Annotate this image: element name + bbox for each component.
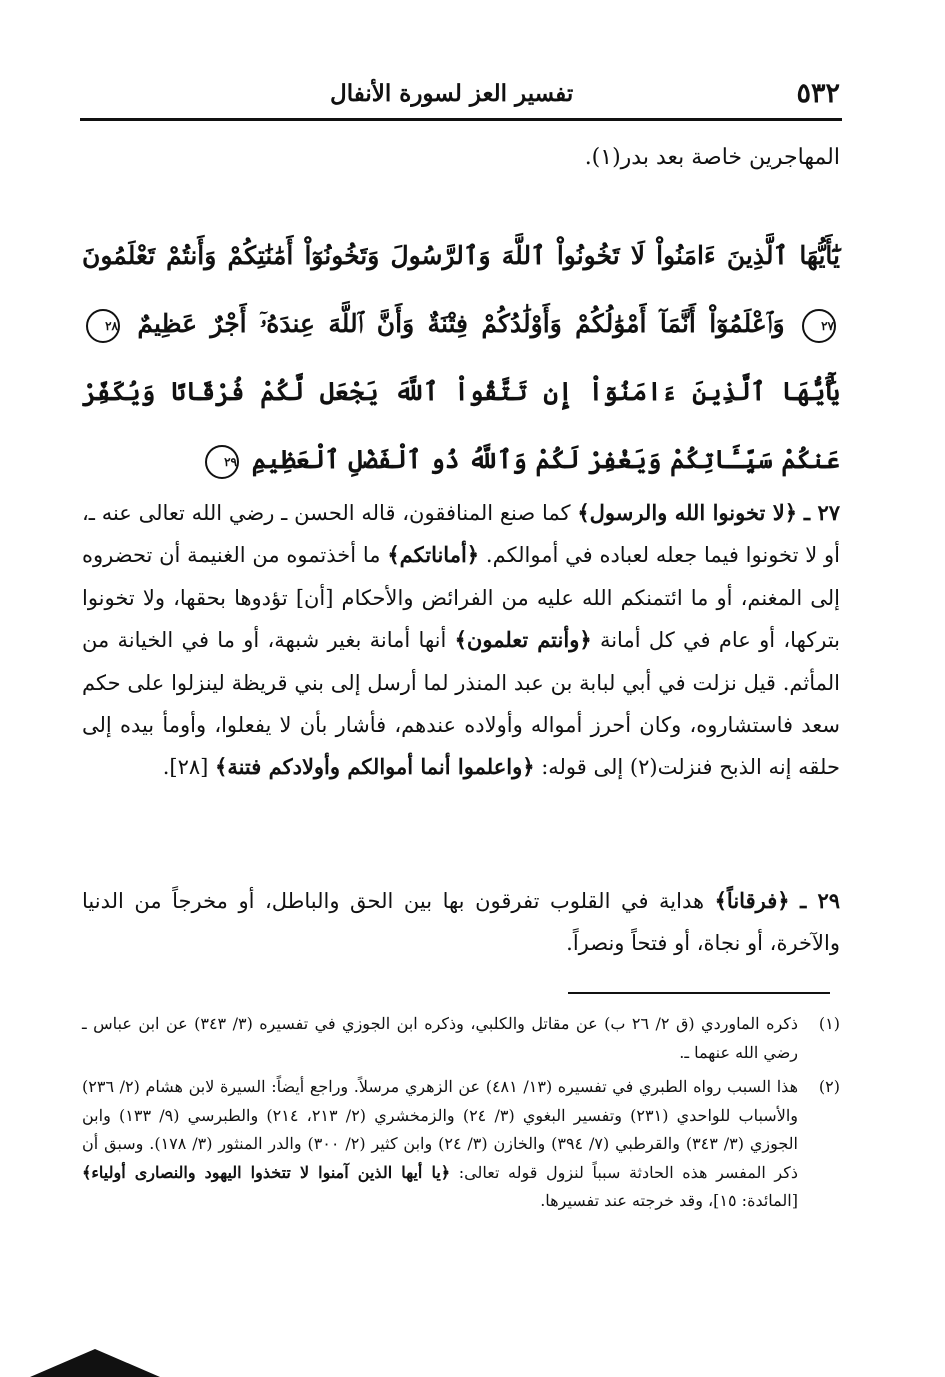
footnotes (82, 1010, 840, 1222)
footnote-text: هذا السبب رواه الطبري في تفسيره (١٣/ ٤٨١) عن الزهري مرسلاً. وراجع أيضاً: السيرة لابن هشام (٢/ ٢٣٦) والأسباب للواحدي (٢٣١) وتفسير البغوي (٣/ ٢٤) والزمخشري (٢/ ٢١٣، ٢١٤) والطبرسي (٩/ ١٣٣) وابن الجوزي (٣/ ٣٤٣) والقرطبي (٧/ ٣٩٤) والخازن (٣/ ٢٤) وابن كثير (٢/ ٣٠٠) والدر المنثور (٣/ ١٧٨). وسبق أن ذكر المفسر هذه الحادثة سبباً لنزول قوله تعالى: (82, 1077, 799, 1182)
page-corner-mark (30, 1349, 160, 1377)
verse-28-text: وَٱعْلَمُوٓاْ أَنَّمَآ أَمْوَٰلُكُمْ وَأَوْلَٰدُكُمْ فِتْنَةٌ وَأَنَّ ٱللَّهَ عِندَهُۥٓ أَجْرٌ عَظِيمٌ (137, 309, 785, 338)
verse-29-text: يَٰٓأَيُّهَا ٱلَّذِينَ ءَامَنُوٓاْ إِن تَتَّقُواْ ٱللَّهَ يَجْعَل لَّكُمْ فُرْقَانًا وَيُكَفِّرْ عَنكُمْ سَيِّـَٔاتِكُمْ وَيَغْفِرْ لَكُمْ وَٱللَّهُ ذُو ٱلْفَضْلِ ٱلْعَظِيمِ (82, 377, 840, 474)
footnote-body (82, 1073, 798, 1216)
commentary-27 (82, 492, 840, 789)
commentary-text: هداية في القلوب تفرقون بها بين الحق والباطل، أو مخرجاً من الدنيا والآخرة، أو نجاة، أو فتحاً ونصراً. (82, 889, 840, 956)
ayah-marker-29: ٢٩ (205, 445, 239, 479)
header-rule (80, 118, 842, 121)
footnote-text: ذكره الماوردي (ق ٢/ ٢٦ ب) عن مقاتل والكلبي، وذكره ابن الجوزي في تفسيره (٣/ ٣٤٣) عن ابن عباس ـ رضي الله عنهما ـ. (82, 1014, 799, 1062)
commentary-number: ٢٧ ـ (803, 500, 840, 525)
quoted-verse: ﴿وأنتم تعلمون﴾ (454, 627, 592, 653)
footnote-1 (82, 1010, 840, 1067)
quoted-verse: ﴿يا أيها الذين آمنوا لا تتخذوا اليهود والنصارى أولياء﴾ (82, 1162, 451, 1182)
footnote-text-tail: [المائدة: ١٥]، وقد خرجته عند تفسيرها. (540, 1191, 798, 1210)
commentary-text: ما أخذتموه من الغنيمة أن تحضروه إلى المغنم، أو ما ائتمنكم الله عليه من الفرائض والأحكام [أن] تؤدوها بحقها، ولا تخونوا بتركها، أو عام في كل أمانة (82, 543, 841, 653)
commentary-text: كما صنع المنافقون، قاله الحسن ـ رضي الله تعالى عنه ـ، أو لا تخونوا فيما جعله لعباده في أموالكم. (82, 501, 840, 568)
continuation-line: المهاجرين خاصة بعد بدر(١). (584, 145, 840, 170)
quoted-verse: ﴿أماناتكم﴾ (387, 542, 480, 568)
commentary-text: أنها أمانة بغير شبهة، أو ما في الخيانة من المأثم. قيل نزلت في أبي لبابة بن عبد المنذر لما أرسل إلى بني قريظة لينزلوا على حكم سعد فاستشاروه، وكان أحرز أمواله وأولاده عندهم، فأشار بأن لا يفعلوا، وأومأ بيده إلى حلقه إنه الذبح فنزلت(٢) إلى قوله: (82, 628, 840, 780)
commentary-number: ٢٩ ـ (800, 888, 840, 913)
quoted-verse: ﴿لا تخونوا الله والرسول﴾ (577, 500, 798, 525)
page-number: ٥٣٢ (796, 78, 840, 109)
quoted-verse: ﴿واعلموا أنما أموالكم وأولادكم فتنة﴾ (215, 754, 535, 780)
ayah-marker-27: ٢٧ (802, 309, 836, 343)
footnote-number: (٢) (818, 1077, 840, 1096)
footnote-number: (١) (818, 1014, 840, 1033)
commentary-text: [٢٨]. (162, 755, 216, 780)
footnote-2 (82, 1073, 840, 1216)
page-header (80, 72, 840, 112)
running-title: تفسير العز لسورة الأنفال (330, 80, 574, 107)
ayah-marker-28: ٢٨ (86, 309, 120, 343)
commentary-29 (82, 880, 840, 965)
verse-27-text: يَٰٓأَيُّهَا ٱلَّذِينَ ءَامَنُواْ لَا تَخُونُواْ ٱللَّهَ وَٱلرَّسُولَ وَتَخُونُوٓاْ أَمَٰنَٰتِكُمْ وَأَنتُمْ تَعْلَمُونَ (82, 241, 840, 270)
quran-verses (82, 222, 840, 494)
quoted-verse: ﴿فرقاناً﴾ (714, 888, 790, 913)
footnote-separator (568, 992, 830, 994)
